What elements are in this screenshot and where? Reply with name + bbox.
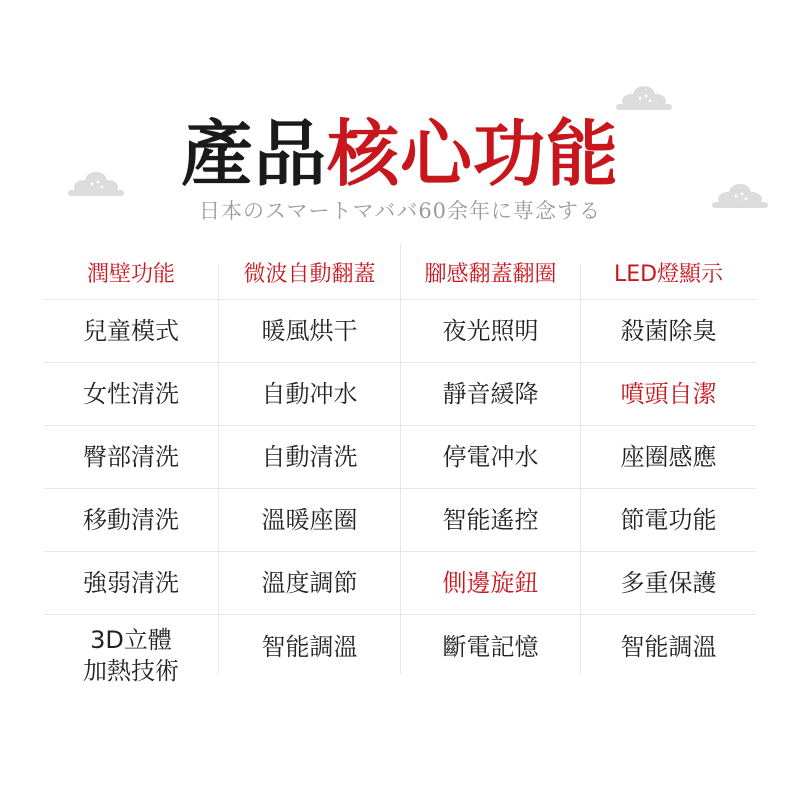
feature-cell: 強弱清洗 <box>83 568 179 597</box>
page-subtitle: 日本のスマートマババ60余年に専念する <box>198 199 602 223</box>
feature-cell: 暖風烘干 <box>261 316 358 345</box>
feature-cell: 自動清洗 <box>261 442 358 471</box>
feature-cell-highlight: 側邊旋鈕 <box>442 568 539 597</box>
feature-cell: 座圈感應 <box>620 442 717 471</box>
feature-cell: 溫度調節 <box>261 568 358 597</box>
column-header: 腳感翻蓋翻圈 <box>424 261 557 287</box>
feature-cell-highlight: 噴頭自潔 <box>620 379 717 408</box>
column-header: 微波自動翻蓋 <box>243 261 376 287</box>
column-header: 潤壁功能 <box>86 261 175 287</box>
feature-cell: 溫暖座圈 <box>261 505 358 534</box>
feature-cell: 3D立體 加熱技術 <box>83 626 179 685</box>
feature-cell: 兒童模式 <box>83 316 179 345</box>
feature-cell: 智能遙控 <box>442 505 539 534</box>
feature-cell: 自動冲水 <box>261 379 358 408</box>
feature-cell: 夜光照明 <box>442 316 539 345</box>
feature-cell: 靜音緩降 <box>442 379 539 408</box>
cloud-icon-top-right <box>612 84 676 112</box>
feature-cell: 臀部清洗 <box>83 442 179 471</box>
feature-cell: 多重保護 <box>620 568 717 597</box>
feature-cell: 智能調溫 <box>620 632 717 661</box>
column-header: LED燈顯示 <box>613 261 724 287</box>
title-part-red: 核心功能 <box>327 111 620 196</box>
title-part-black: 產品 <box>180 111 327 196</box>
page-title <box>0 112 800 196</box>
feature-cell: 殺菌除臭 <box>620 316 717 345</box>
feature-cell: 斷電記憶 <box>442 632 539 661</box>
feature-cell: 節電功能 <box>620 505 717 534</box>
feature-cell: 智能調溫 <box>261 632 358 661</box>
feature-cell: 停電冲水 <box>442 442 539 471</box>
feature-cell: 移動清洗 <box>83 505 179 534</box>
feature-cell: 女性清洗 <box>83 379 179 408</box>
feature-grid <box>44 244 756 708</box>
